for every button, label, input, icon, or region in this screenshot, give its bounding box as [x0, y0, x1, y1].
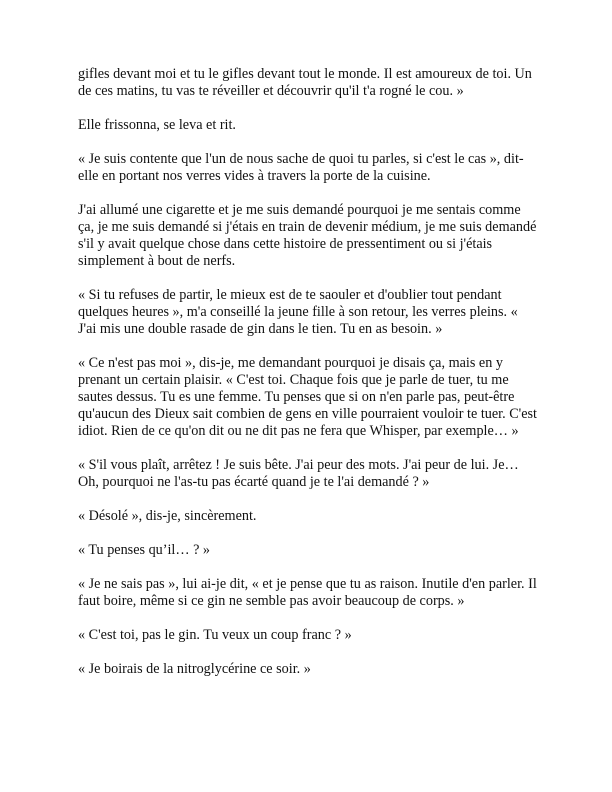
paragraph-3: « Je suis contente que l'un de nous sache de quoi tu parles, si c'est le cas », dit-elle en portant nos verres vides à travers la porte de la cuisine. [78, 151, 524, 184]
document-page [78, 66, 538, 695]
paragraph-6: « Ce n'est pas moi », dis-je, me demandant pourquoi je disais ça, mais en y prenant un certain plaisir. « C'est toi. Chaque fois que je parle de tuer, tu me sautes dessus. Tu es une femme. Tu penses que si on n'en parle pas, peut-être qu'aucun des Dieux sait combien de gens en ville pourraient vouloir te tuer. C'est idiot. Rien de ce qu'on dit ou ne dit pas ne fera que Whisper, par exemple… » [78, 355, 537, 439]
paragraph-11: « C'est toi, pas le gin. Tu veux un coup franc ? » [78, 627, 352, 643]
paragraph-12: « Je boirais de la nitroglycérine ce soir. » [78, 661, 311, 677]
paragraph-8: « Désolé », dis-je, sincèrement. [78, 508, 257, 524]
paragraph-7: « S'il vous plaît, arrêtez ! Je suis bête. J'ai peur des mots. J'ai peur de lui. Je… Oh, pourquoi ne l'as-tu pas écarté quand je te l'ai demandé ? » [78, 457, 519, 490]
paragraph-2: Elle frissonna, se leva et rit. [78, 117, 236, 133]
paragraph-5: « Si tu refuses de partir, le mieux est de te saouler et d'oublier tout pendant quelques heures », m'a conseillé la jeune fille à son retour, les verres pleins. « J'ai mis une double rasade de gin dans le tien. Tu en as besoin. » [78, 287, 518, 337]
paragraph-9: « Tu penses qu’il… ? » [78, 542, 211, 558]
paragraph-4: J'ai allumé une cigarette et je me suis demandé pourquoi je me sentais comme ça, je me suis demandé si j'étais en train de devenir médium, je me suis demandé s'il y avait quelque chose dans cette histoire de pressentiment ou si j'étais simplement à bout de nerfs. [78, 202, 537, 269]
paragraph-10: « Je ne sais pas », lui ai-je dit, « et je pense que tu as raison. Inutile d'en parler. Il faut boire, même si ce gin ne semble pas avoir beaucoup de corps. » [78, 576, 537, 609]
paragraph-1: gifles devant moi et tu le gifles devant tout le monde. Il est amoureux de toi. Un de ces matins, tu vas te réveiller et découvrir qu'il t'a rogné le cou. » [78, 66, 532, 99]
